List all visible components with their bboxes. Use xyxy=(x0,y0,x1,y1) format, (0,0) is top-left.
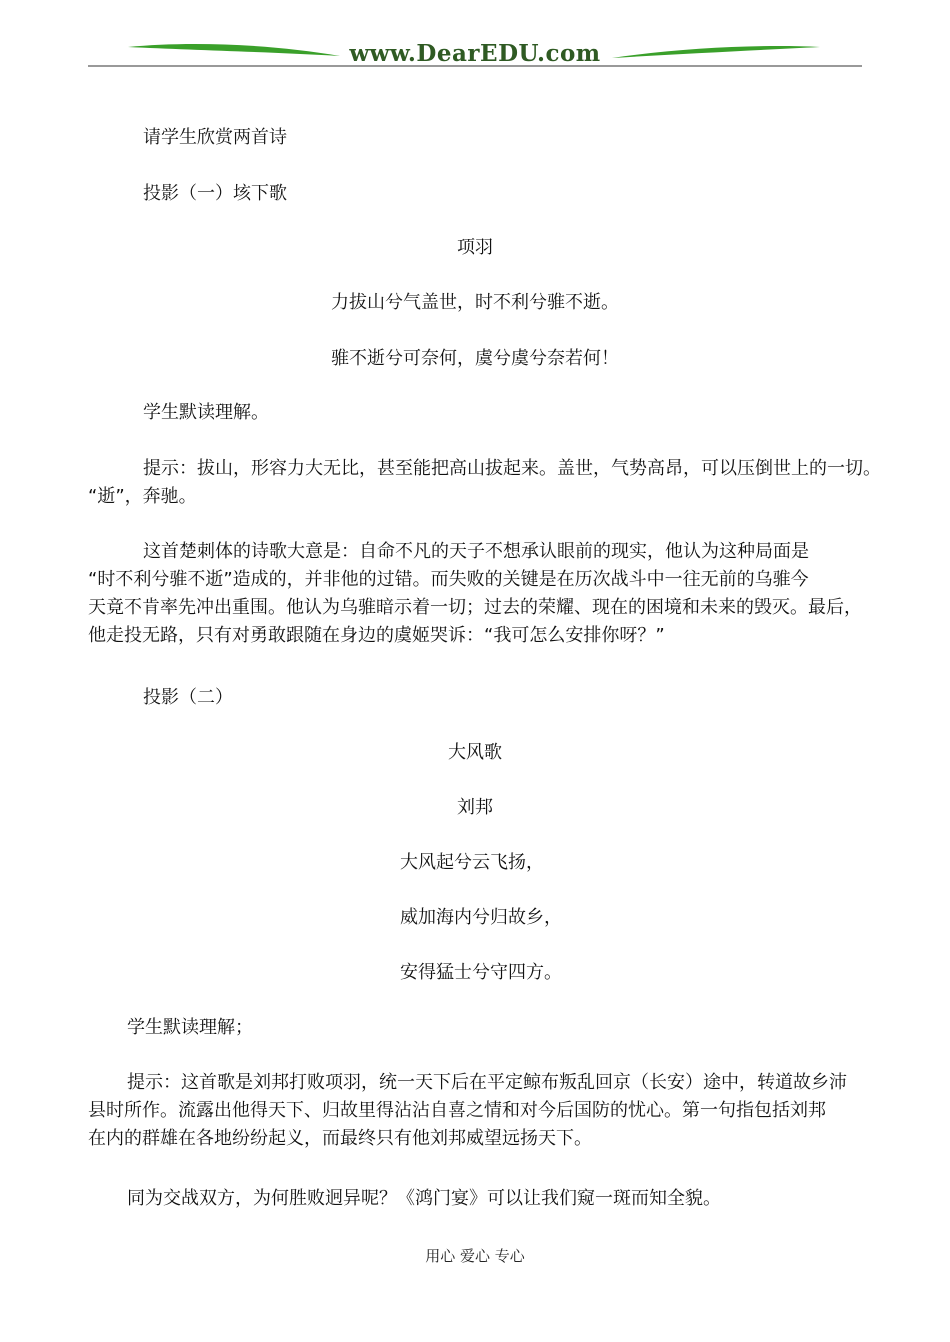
read-instruction-1: 学生默读理解。 xyxy=(143,402,269,423)
poem-2-title: 大风歌 xyxy=(448,742,502,763)
projection-1-title: 投影（一）垓下歌 xyxy=(143,183,287,204)
hint-2-line: 在内的群雄在各地纷纷起义，而最终只有他刘邦威望远扬天下。 xyxy=(88,1128,592,1149)
poem-1-line: 力拔山兮气盖世，时不利兮骓不逝。 xyxy=(331,292,619,313)
explanation-line: 天竟不肯率先冲出重围。他认为乌骓暗示着一切；过去的荣耀、现在的困境和未来的毁灭。最后， xyxy=(88,597,862,618)
hint-2-paragraph xyxy=(88,1069,866,1153)
hint-2-line: 提示：这首歌是刘邦打败项羽，统一天下后在平定鲸布叛乱回京（长安）途中，转道故乡沛 xyxy=(127,1072,847,1093)
intro-line: 请学生欣赏两首诗 xyxy=(143,127,287,148)
site-logo-text: www.DearEDU.com xyxy=(349,40,601,67)
hint-1-line: “逝”，奔驰。 xyxy=(88,486,197,507)
right-swoosh xyxy=(612,46,820,58)
poem-1-author: 项羽 xyxy=(457,237,493,258)
explanation-line: 这首楚刺体的诗歌大意是：自命不凡的天子不想承认眼前的现实，他认为这种局面是 xyxy=(143,541,809,562)
read-instruction-2: 学生默读理解； xyxy=(127,1017,253,1038)
poem-1-line: 骓不逝兮可奈何，虞兮虞兮奈若何！ xyxy=(331,348,619,369)
explanation-line: 他走投无路，只有对勇敢跟随在身边的虞姬哭诉：“我可怎么安排你呀？” xyxy=(88,625,665,646)
projection-2-title: 投影（二） xyxy=(143,687,233,708)
explanation-line: “时不利兮骓不逝”造成的，并非他的过错。而失败的关键是在历次战斗中一往无前的乌骓今 xyxy=(88,569,809,590)
poem-2-author: 刘邦 xyxy=(457,797,493,818)
hint-1-paragraph xyxy=(88,455,881,511)
left-swoosh xyxy=(128,44,340,56)
page-footer: 用心 爱心 专心 xyxy=(425,1247,525,1265)
hint-2-line: 县时所作。流露出他得天下、归故里得沾沾自喜之情和对今后国防的忧心。第一句指包括刘邦 xyxy=(88,1100,826,1121)
poem-2-line: 安得猛士兮守四方。 xyxy=(400,962,562,983)
explanation-paragraph xyxy=(88,538,866,650)
poem-2-line: 大风起兮云飞扬， xyxy=(400,852,544,873)
header-banner xyxy=(0,0,950,80)
closing-question: 同为交战双方，为何胜败迥异呢？《鸿门宴》可以让我们窥一斑而知全貌。 xyxy=(127,1188,721,1209)
hint-1-line: 提示：拔山，形容力大无比，甚至能把高山拔起来。盖世，气势高昂，可以压倒世上的一切。 xyxy=(143,458,881,479)
poem-2-line: 威加海内兮归故乡， xyxy=(400,907,562,928)
